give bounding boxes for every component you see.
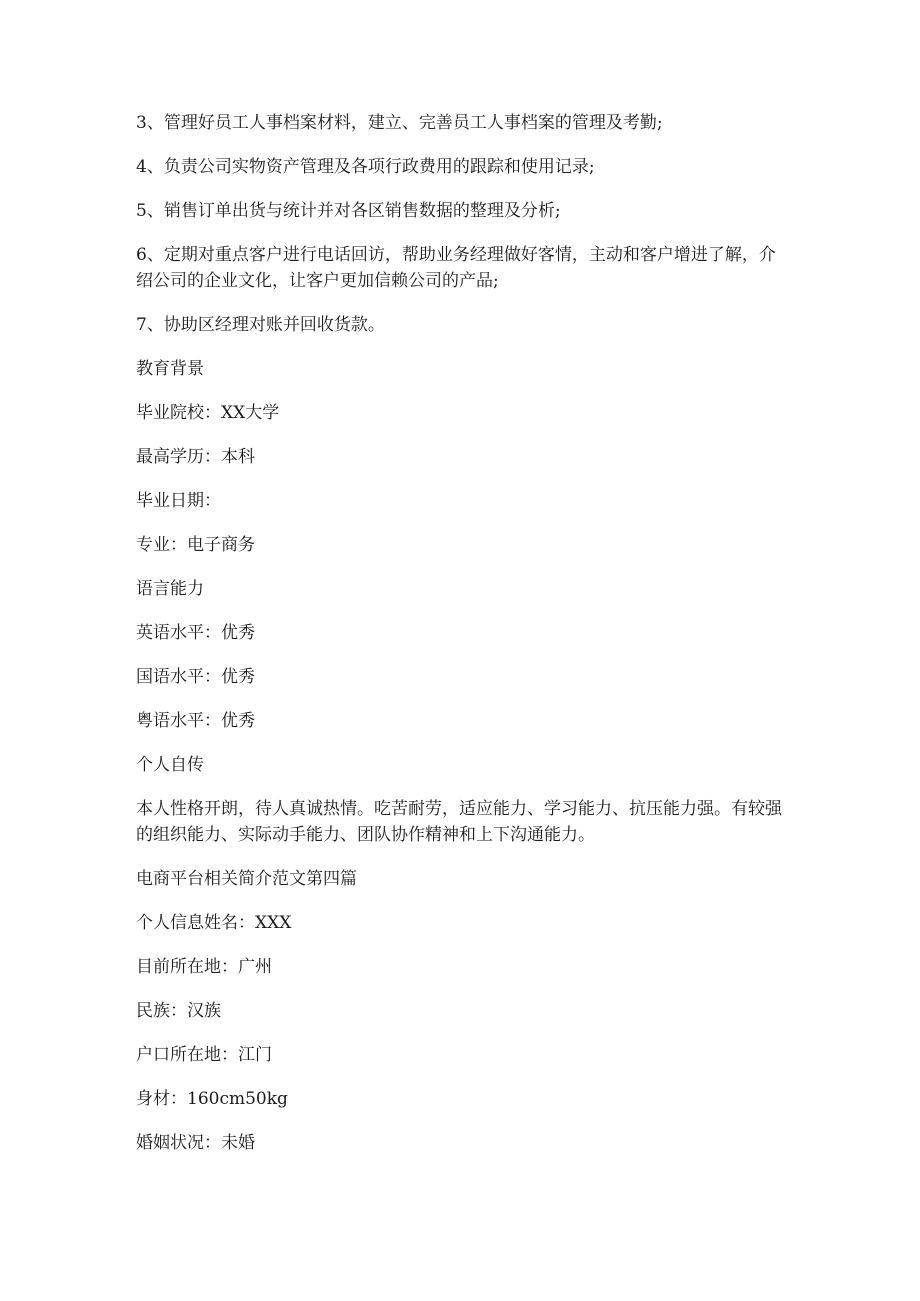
section-heading-language: 语言能力 xyxy=(136,579,204,599)
duty-item-6: 6、定期对重点客户进行电话回访，帮助业务经理做好客情，主动和客户增进了解，介绍公司的企业文化，让客户更加信赖公司的产品; xyxy=(136,245,776,291)
cantonese-level: 粤语水平：优秀 xyxy=(136,711,255,731)
section-heading-autobiography: 个人自传 xyxy=(136,755,204,775)
highest-degree: 最高学历：本科 xyxy=(136,447,255,467)
autobiography-text: 本人性格开朗，待人真诚热情。吃苦耐劳，适应能力、学习能力、抗压能力强。有较强的组织能力、实际动手能力、团队协作精神和上下沟通能力。 xyxy=(136,799,782,845)
duty-item-4: 4、负责公司实物资产管理及各项行政费用的跟踪和使用记录; xyxy=(136,157,595,177)
duty-item-3: 3、管理好员工人事档案材料，建立、完善员工人事档案的管理及考勤; xyxy=(136,113,663,133)
section-heading-education: 教育背景 xyxy=(136,359,204,379)
current-location: 目前所在地：广州 xyxy=(136,957,272,977)
body-stats: 身材：160cm50kg xyxy=(136,1089,288,1109)
graduation-date: 毕业日期： xyxy=(136,491,221,511)
english-level: 英语水平：优秀 xyxy=(136,623,255,643)
article-title: 电商平台相关简介范文第四篇 xyxy=(136,869,357,889)
graduation-school: 毕业院校：XX大学 xyxy=(136,403,280,423)
duty-item-7: 7、协助区经理对账并回收货款。 xyxy=(136,315,385,335)
mandarin-level: 国语水平：优秀 xyxy=(136,667,255,687)
ethnicity: 民族：汉族 xyxy=(136,1001,221,1021)
personal-info-name: 个人信息姓名：XXX xyxy=(136,913,292,933)
duty-item-5: 5、销售订单出货与统计并对各区销售数据的整理及分析; xyxy=(136,201,561,221)
household-registration: 户口所在地：江门 xyxy=(136,1045,272,1065)
major: 专业：电子商务 xyxy=(136,535,255,555)
document-body xyxy=(136,110,786,1174)
marital-status: 婚姻状况：未婚 xyxy=(136,1133,255,1153)
